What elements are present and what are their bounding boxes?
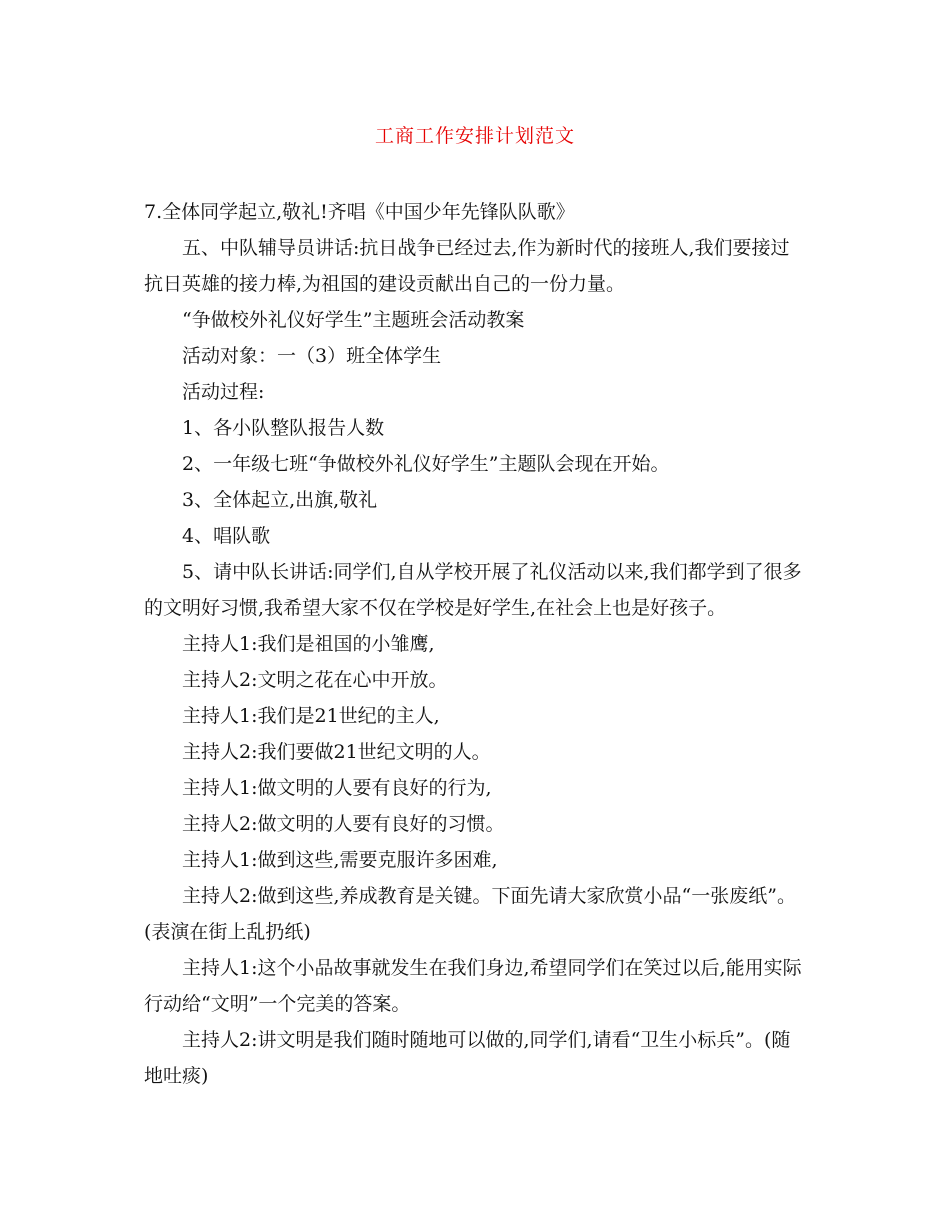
paragraph-host-line: 主持人1:这个小品故事就发生在我们身边,希望同学们在笑过以后,能用实际行动给“文明”一个完美的答案。	[144, 957, 802, 1015]
paragraph-host-line: 主持人2:文明之花在心中开放。	[182, 669, 448, 691]
paragraph-activity-target: 活动对象：一（3）班全体学生	[182, 345, 442, 367]
paragraph-host-line: 主持人1:我们是祖国的小雏鹰,	[182, 633, 435, 655]
paragraph-host-line: 主持人2:做到这些,养成教育是关键。下面先请大家欣赏小品“一张废纸”。(表演在街上乱扔纸)	[144, 885, 796, 943]
paragraph-lesson-plan-title: “争做校外礼仪好学生”主题班会活动教案	[182, 309, 525, 331]
paragraph-counselor-speech: 五、中队辅导员讲话:抗日战争已经过去,作为新时代的接班人,我们要接过抗日英雄的接力棒,为祖国的建设贡献出自己的一份力量。	[144, 237, 790, 295]
paragraph-step-5: 5、请中队长讲话:同学们,自从学校开展了礼仪活动以来,我们都学到了很多的文明好习惯,我希望大家不仅在学校是好学生,在社会上也是好孩子。	[144, 561, 802, 619]
paragraph-host-line: 主持人1:做到这些,需要克服许多困难,	[182, 849, 498, 871]
document-body	[144, 194, 808, 1094]
paragraph-step-4: 4、唱队歌	[182, 525, 271, 547]
paragraph-host-line: 主持人1:做文明的人要有良好的行为,	[182, 777, 492, 799]
paragraph-host-line: 主持人2:做文明的人要有良好的习惯。	[182, 813, 505, 835]
paragraph-step-2: 2、一年级七班“争做校外礼仪好学生”主题队会现在开始。	[182, 453, 670, 475]
paragraph-sing-anthem: 7.全体同学起立,敬礼!齐唱《中国少年先锋队队歌》	[144, 201, 575, 223]
paragraph-host-line: 主持人2:讲文明是我们随时随地可以做的,同学们,请看“卫生小标兵”。(随地吐痰)	[144, 1029, 791, 1087]
document-title: 工商工作安排计划范文	[374, 125, 575, 147]
paragraph-host-line: 主持人2:我们要做21世纪文明的人。	[182, 741, 491, 763]
paragraph-step-3: 3、全体起立,出旗,敬礼	[182, 489, 378, 511]
paragraph-activity-process: 活动过程:	[182, 381, 265, 403]
paragraph-step-1: 1、各小队整队报告人数	[182, 417, 385, 439]
paragraph-host-line: 主持人1:我们是21世纪的主人,	[182, 705, 440, 727]
